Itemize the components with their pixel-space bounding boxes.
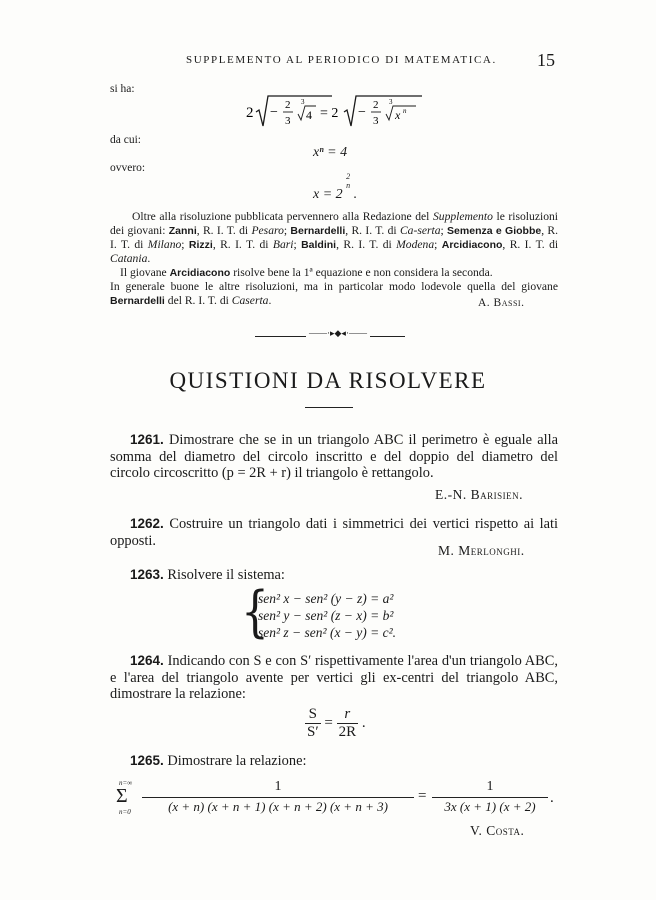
system-line: sen² z − sen² (x − y) = c². [258,625,397,640]
section-title: QUISTIONI DA RISOLVERE [169,368,487,393]
question-author: E.-N. Barisien. [435,487,523,502]
question-text: Costruire un triangolo dati i simmetrici dei vertici rispetto ai lati opposti. [110,516,558,549]
label-si-ha: si ha: [110,83,135,95]
eq1-num-left: 2 [285,99,291,111]
rhs-denominator: 3x (x + 1) (x + 2) [444,799,536,814]
equation-x-pow-n: xⁿ = 4 [313,145,348,160]
formula-series [116,779,556,819]
sum-lower-limit: n=0 [119,808,131,816]
question-1263 [110,567,558,584]
question-author: V. Costa. [470,823,525,838]
equation-x-root [313,172,358,203]
lhs-fraction-bar [142,797,414,798]
question-number: 1262. [130,516,164,531]
running-title: SUPPLEMENTO AL PERIODICO DI MATEMATICA. [186,54,497,66]
label-da-cui: da cui: [110,134,141,146]
question-number: 1263. [130,567,164,582]
eq1-num-right: 2 [373,99,379,111]
eq1-minus-right: − [358,105,366,120]
lhs-denominator: (x + n) (x + n + 1) (x + n + 2) (x + n + 3) [168,799,388,814]
eq1-radical-right [344,96,422,126]
title-underline [305,407,353,408]
eq1-coef: 2 [246,105,254,121]
series-dot: . [550,790,554,806]
eq1-rootidx-left: 3 [301,98,305,106]
rhs-fraction-bar [432,797,548,798]
eq1-equals: = 2 [320,106,339,121]
eq3-base: x = 2 [313,187,343,202]
eq3-exponent: 2 n [346,172,351,190]
eq1-radicand-left: 4 [306,108,312,122]
page-number: 15 [537,50,555,70]
lhs-numerator: 1 [274,779,282,794]
system-brace: { [241,580,269,645]
formula-area-ratio: $\frac{S}{S'}$ = $\frac{r}{2R}$ . [307,706,366,740]
eq1-cuberoot-right [386,106,416,120]
question-text: Dimostrare che se in un triangolo ABC il perimetro è eguale alla somma del diametro del circolo inscritto e del doppio del diametro del circolo circoscritto (p = 2R + r) il triangolo è rettangolo. [110,432,558,481]
question-1261 [110,432,558,482]
question-1264 [110,653,558,703]
eq3-dot: . [353,187,358,202]
series-equals: = [418,788,427,804]
question-number: 1261. [130,432,164,447]
sigma-symbol: Σ [116,785,128,807]
system-line: sen² y − sen² (z − x) = b² [258,608,394,623]
system-line: sen² x − sen² (y − z) = a² [258,591,394,606]
equation-system [258,590,396,641]
question-number: 1264. [130,653,164,668]
eq1-minus-left: − [270,105,278,120]
eq1-rootidx-right: 3 [389,98,393,106]
question-number: 1265. [130,753,164,768]
label-ovvero: ovvero: [110,162,146,174]
separator-ornament: ——·▸◆◂·—— [306,328,370,339]
eq1-den-right: 3 [373,115,379,127]
solution-author: A. Bassi. [478,297,525,309]
sum-upper-limit: n=∞ [119,779,133,787]
solution-notes: Oltre alla risoluzione pubblicata pervennero alla Redazione del Supplemento le risoluzioni dei giovani: Zanni, R. I. T. di Pesaro; Bernardelli, R. I. T. di Ca-serta; Semenza e Giobbe, R. I. T. di Milano; Rizzi, R. I. T. di Bari; Baldini, R. I. T. di Modena; Arcidiacono, R. I. T. di Catania. Il giovane Arcidiacono risolve bene la 1ª equazione e non considera la seconda. In generale buone le altre risoluzioni, ma in particolar modo lodevole quella del giovane Bernardelli del R. I. T. di Caserta. [110,210,559,307]
question-1265 [110,753,558,770]
equation-radicals [240,92,440,132]
question-author: M. Merlonghi. [438,543,525,558]
question-text: Indicando con S e con S′ rispettivamente l'area d'un triangolo ABC, e l'area del triangolo avente per vertici gli ex-centri del triangolo ABC, dimostrare la relazione: [110,653,558,702]
eq1-exp-right: n [403,107,407,115]
question-text: Risolvere il sistema: [167,567,285,583]
question-text: Dimostrare la relazione: [167,753,307,769]
rhs-numerator: 1 [486,779,494,794]
eq1-radicand-right: x [395,108,401,122]
eq1-den-left: 3 [285,115,291,127]
